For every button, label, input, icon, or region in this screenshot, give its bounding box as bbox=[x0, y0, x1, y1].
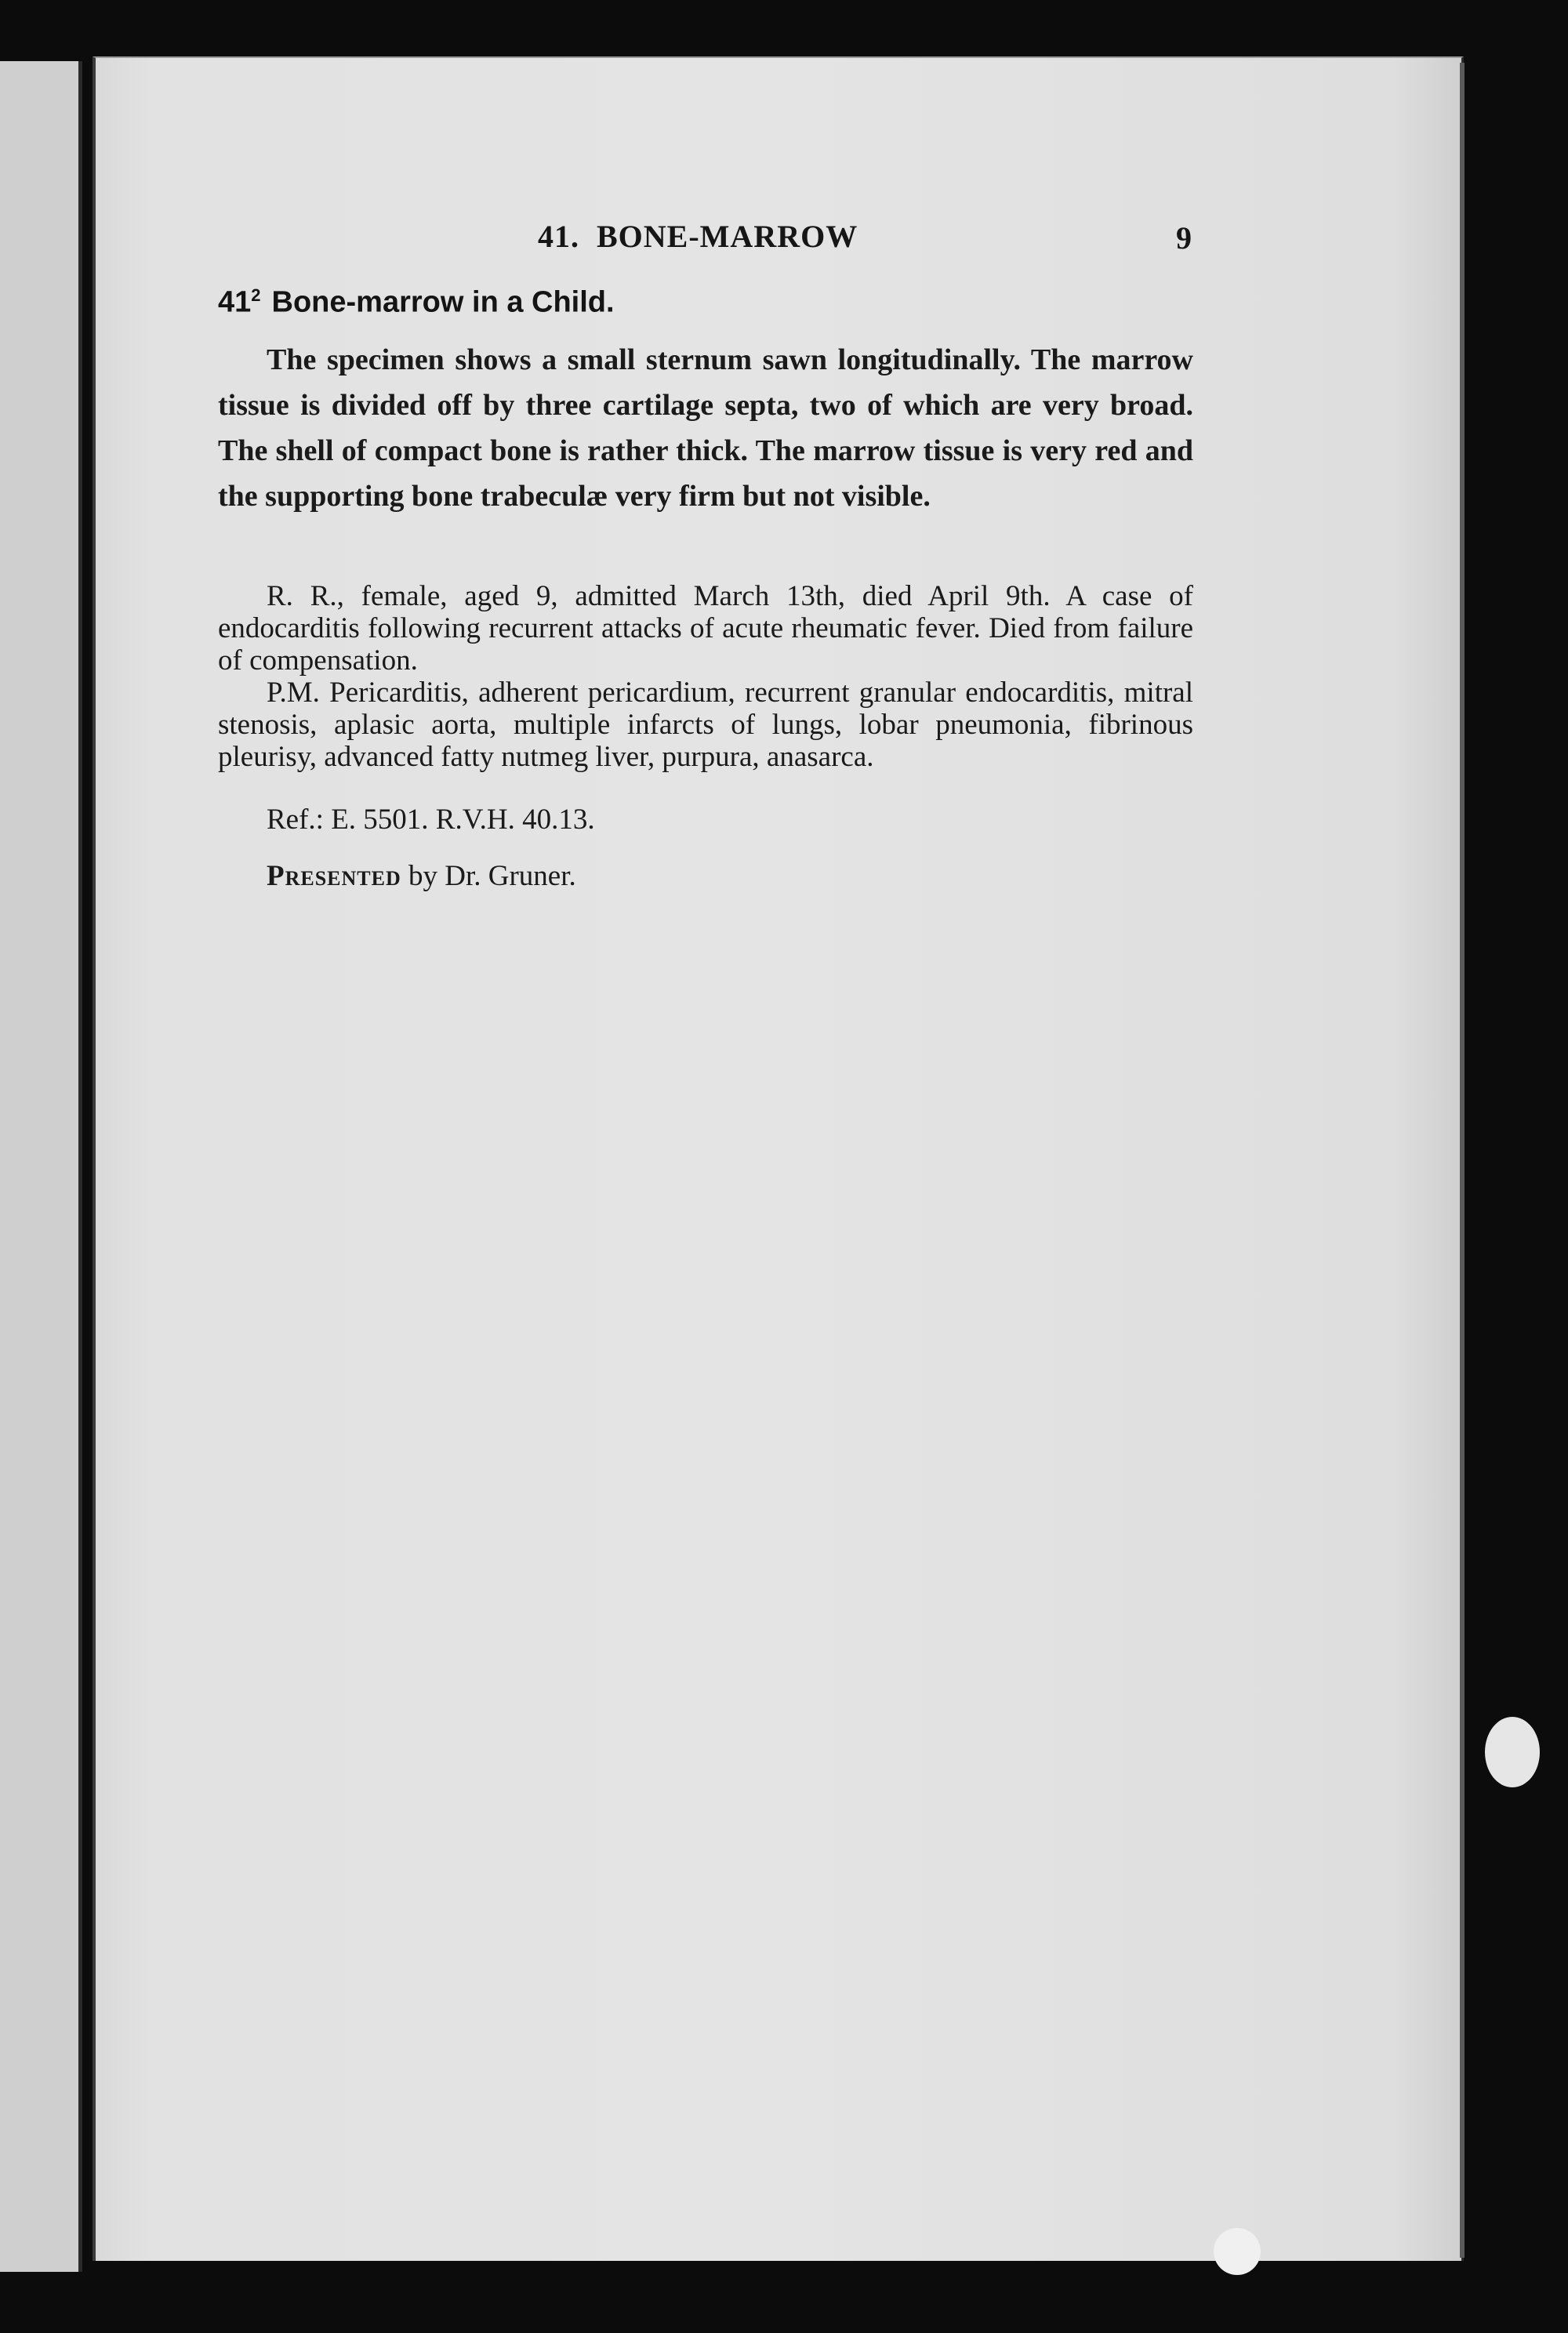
specimen-description: The specimen shows a small sternum sawn longitudinally. The marrow tissue is divided off by three cartilage septa, two of which are very broad. The shell of compact bone is rather thick. The marrow tissue is very red and the supporting bone trabeculæ very firm but not visible. bbox=[218, 343, 1193, 513]
running-head-title: BONE-MARROW bbox=[597, 219, 858, 254]
presented-text: by Dr. Gruner. bbox=[408, 860, 576, 892]
section-heading bbox=[218, 285, 615, 320]
presented-label: Presented bbox=[267, 860, 401, 892]
page-edge-shadow bbox=[1460, 63, 1465, 2258]
presented-by-line bbox=[267, 859, 576, 893]
post-mortem-findings: P.M. Pericarditis, adherent pericardium, recurrent granular endocarditis, mitral stenosis, aplasic aorta, multiple infarcts of lungs, lobar pneumonia, fibrinous pleurisy, advanced fatty nutmeg liver, purpura, anasarca. bbox=[218, 677, 1193, 773]
facing-page-edge bbox=[0, 61, 82, 2272]
reference-line: Ref.: E. 5501. R.V.H. 40.13. bbox=[267, 804, 595, 836]
page-number: 9 bbox=[1176, 220, 1192, 256]
section-title: Bone-marrow in a Child. bbox=[271, 285, 615, 319]
running-head-number: 41. bbox=[538, 219, 579, 254]
paper-tear-mark bbox=[1485, 1717, 1540, 1787]
paper-tear-mark bbox=[1214, 2228, 1261, 2275]
running-head bbox=[538, 218, 858, 255]
case-notes bbox=[218, 580, 1193, 773]
case-history: R. R., female, aged 9, admitted March 13th, died April 9th. A case of endocarditis following recurrent attacks of acute rheumatic fever. Died from failure of compensation. bbox=[218, 580, 1193, 677]
section-superscript: 2 bbox=[251, 285, 261, 305]
section-number: 41 bbox=[218, 285, 252, 319]
